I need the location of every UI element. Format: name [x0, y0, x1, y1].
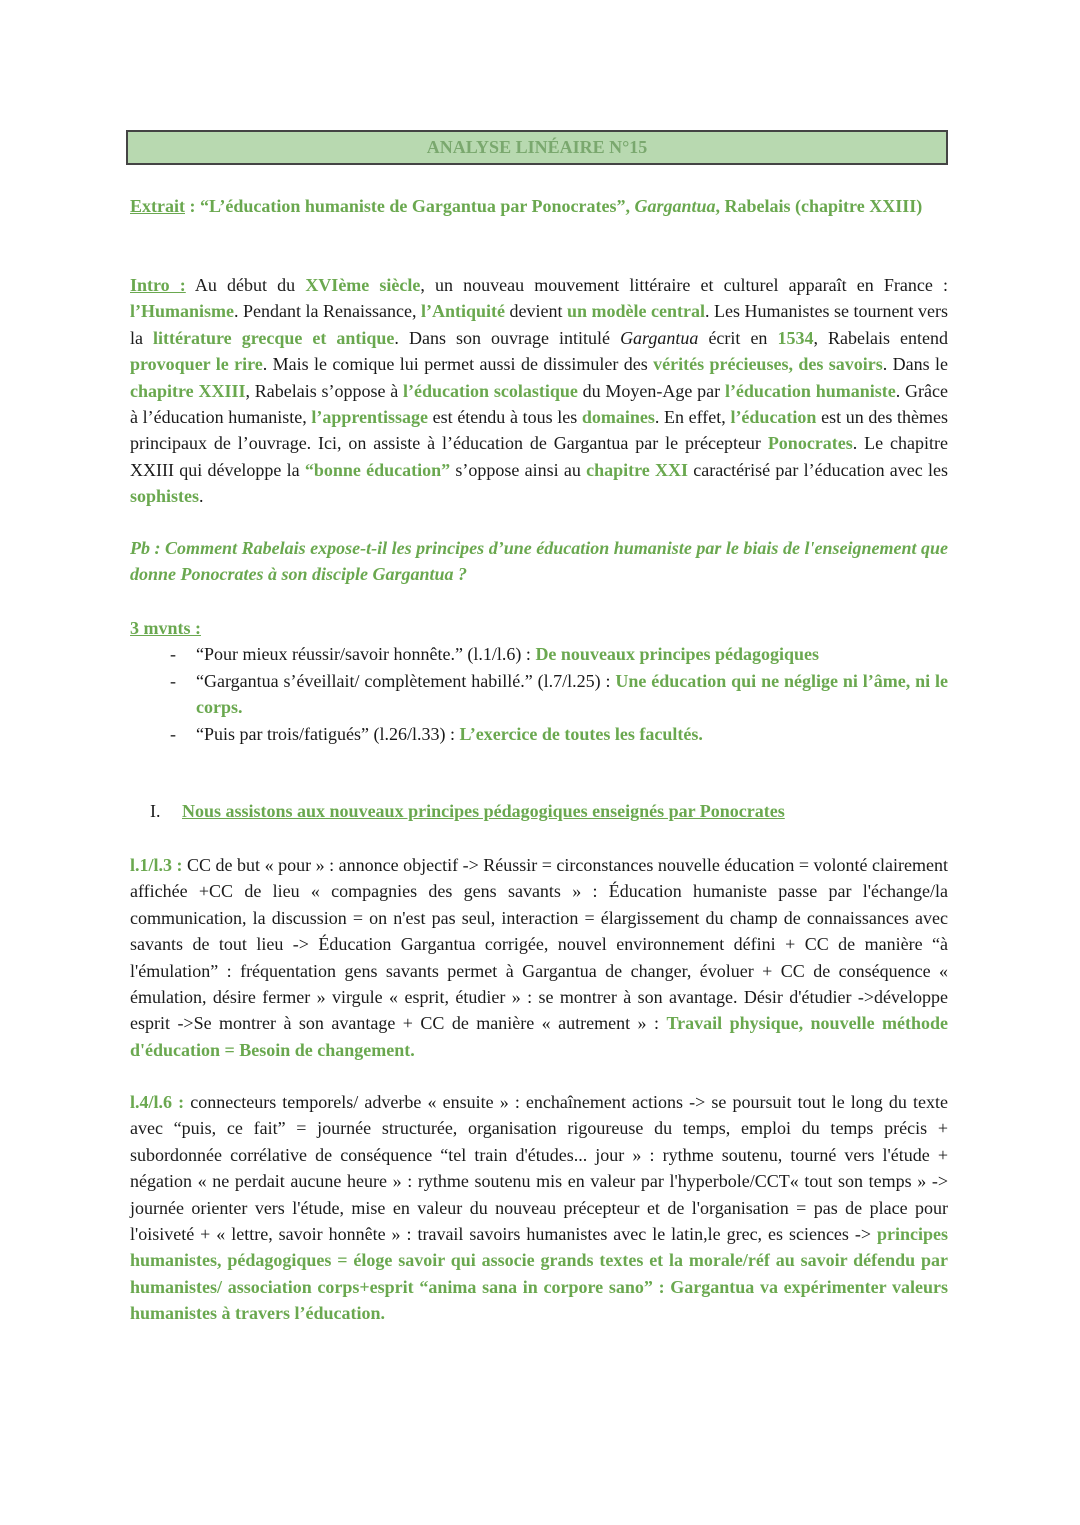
- mouvement-title: De nouveaux principes pédagogiques: [535, 644, 819, 665]
- mouvement-item: [170, 721, 948, 747]
- intro-text: devient: [505, 301, 568, 322]
- intro-highlight: 1534: [777, 327, 814, 348]
- intro-text: caractérisé par l’éducation avec les: [687, 459, 948, 480]
- page-title: ANALYSE LINÉAIRE N°15: [126, 130, 948, 165]
- intro-highlight: chapitre XXIII: [130, 380, 246, 401]
- mouvement-title: Une éducation qui ne néglige ni l’âme, ni le corps.: [196, 670, 949, 718]
- intro-text: . Dans son ouvrage intitulé: [394, 327, 621, 348]
- extrait-line: [130, 193, 948, 219]
- mouvement-item: [170, 668, 948, 721]
- extrait-label: Extrait: [130, 196, 185, 216]
- intro-highlight: l’éducation scolastique: [403, 380, 578, 401]
- intro-highlight: “bonne éducation”: [304, 459, 451, 480]
- extrait-rest: , Rabelais (chapitre XXIII): [715, 196, 923, 216]
- analysis-conclusion: Travail physique, nouvelle méthode d'éducation = Besoin de changement.: [130, 1013, 948, 1060]
- intro-label: Intro :: [130, 275, 186, 295]
- intro-text: , un nouveau mouvement littéraire et culturel apparaît en France :: [420, 275, 948, 295]
- intro-highlight: domaines: [581, 407, 655, 428]
- intro-highlight: l’éducation: [730, 407, 817, 428]
- intro-text: . En effet,: [654, 407, 731, 428]
- mouvements-label: 3 mvnts :: [130, 618, 201, 638]
- intro-highlight: provoquer le rire: [130, 354, 263, 375]
- intro-paragraph: [130, 272, 948, 510]
- mouvements-section: [130, 615, 948, 747]
- intro-text: est étendu à tous les: [428, 407, 582, 428]
- mouvement-title: L’exercice de toutes les facultés.: [459, 723, 703, 744]
- part-heading: [130, 798, 948, 824]
- intro-text: . Dans le: [882, 354, 948, 375]
- mouvement-item: [170, 641, 948, 667]
- intro-highlight: Ponocrates: [767, 433, 853, 454]
- intro-text: est un des thèmes principaux de l’ouvrage. Ici, on assiste à l’éducation de Gargantua par le précepteur: [130, 407, 948, 454]
- intro-highlight: XVIème siècle: [305, 275, 421, 295]
- intro-text: du Moyen-Age par: [577, 380, 725, 401]
- intro-highlight: chapitre XXI: [586, 459, 688, 480]
- intro-highlight: sophistes: [130, 486, 200, 507]
- intro-highlight: l’Humanisme: [130, 301, 235, 322]
- extrait-work: Gargantua: [634, 196, 716, 216]
- intro-text: . Mais le comique lui permet aussi de dissimuler des: [262, 354, 654, 375]
- extrait-sep: :: [184, 196, 200, 216]
- intro-text: , Rabelais s’oppose à: [245, 380, 404, 401]
- analysis-paragraph-2: [130, 1089, 948, 1327]
- intro-highlight: vérités précieuses, des savoirs: [653, 354, 883, 375]
- intro-highlight: l’Antiquité: [421, 301, 506, 322]
- analysis-paragraph-1: [130, 852, 948, 1063]
- extrait-quote: “L’éducation humaniste de Gargantua par Ponocrates”,: [199, 196, 635, 216]
- line-reference: l.1/l.3 :: [130, 855, 183, 875]
- intro-text: , Rabelais entend: [813, 327, 949, 348]
- intro-text: . Les Humanistes se tournent vers la: [130, 301, 948, 348]
- intro-highlight: l’éducation humaniste: [724, 380, 896, 401]
- part-number: I.: [150, 801, 161, 821]
- intro-work: Gargantua: [620, 327, 699, 348]
- problematique: Pb : Comment Rabelais expose-t-il les principes d’une éducation humaniste par le biais de l'enseignement que donne Ponocrates à son disciple Gargantua ?: [130, 538, 948, 585]
- intro-text: s’oppose ainsi au: [450, 459, 587, 480]
- analysis-text: CC de but « pour » : annonce objectif -> Réussir = circonstances nouvelle éducation = volonté clairement affichée +CC de lieu « compagnies des gens savants » : Éducation humaniste passe par l'échange/la communication, la discussion = on n'est pas seul, interaction = élargissement du champ de connaissances avec savants de tout lieu -> Éducation Gargantua corrigée, nouvel environnement défini + CC de manière “à l'émulation” : fréquentation gens savants permet à Gargantua de changer, évoluer + CC de conséquence « émulation, désire fermer » virgule « esprit, étudier » : se montrer à son avantage. Désir d'étudier ->développe esprit ->Se montrer à son avantage + CC de manière « autrement » :: [130, 855, 948, 1034]
- intro-text: . Grâce à l’éducation humaniste,: [130, 380, 948, 428]
- part-title: Nous assistons aux nouveaux principes pédagogiques enseignés par Ponocrates: [182, 801, 785, 821]
- analysis-conclusion: principes humanistes, pédagogiques = éloge savoir qui associe grands textes et la morale/réf au savoir défendu par humanistes/ association corps+esprit “anima sana in corpore sano” : Gargantua va expérimenter valeurs humanistes à travers l’éducation.: [130, 1224, 948, 1324]
- line-reference: l.4/l.6 :: [130, 1092, 185, 1112]
- intro-text: . Pendant la Renaissance,: [234, 301, 421, 322]
- intro-text: Au début du: [185, 275, 306, 295]
- intro-text: .: [199, 486, 204, 507]
- mouvement-quote: “Puis par trois/fatigués” (l.26/l.33) :: [196, 723, 460, 744]
- intro-highlight: l’apprentissage: [311, 407, 429, 428]
- mouvement-quote: “Pour mieux réussir/savoir honnête.” (l.1/l.6) :: [196, 644, 536, 665]
- intro-highlight: un modèle central: [567, 301, 706, 322]
- analysis-text: connecteurs temporels/ adverbe « ensuite » : enchaînement actions -> se poursuit tout le long du texte avec “puis, ce fait” = journée structurée, organisation rigoureuse du temps, emploi du temps précis + subordonnée corrélative de conséquence “tel train d'études... jour » : rythme soutenu, tourné vers l'étude + négation « ne perdait aucune heure » : rythme soutenu mis en valeur par l'hyperbole/CCT« tout son temps » -> journée orienter vers l'étude, mise en valeur du nouveau précepteur et de l'organisation = pas de place pour l'oisiveté + « lettre, savoir honnête » : travail savoirs humanistes avec le latin,le grec, es sciences ->: [130, 1092, 949, 1245]
- intro-highlight: littérature grecque et antique: [153, 327, 395, 348]
- mouvement-quote: “Gargantua s’éveillait/ complètement habillé.” (l.7/l.25) :: [196, 670, 616, 691]
- intro-text: écrit en: [698, 327, 778, 348]
- intro-text: . Le chapitre XXIII qui développe la: [130, 433, 948, 480]
- mouvements-list: [130, 641, 948, 747]
